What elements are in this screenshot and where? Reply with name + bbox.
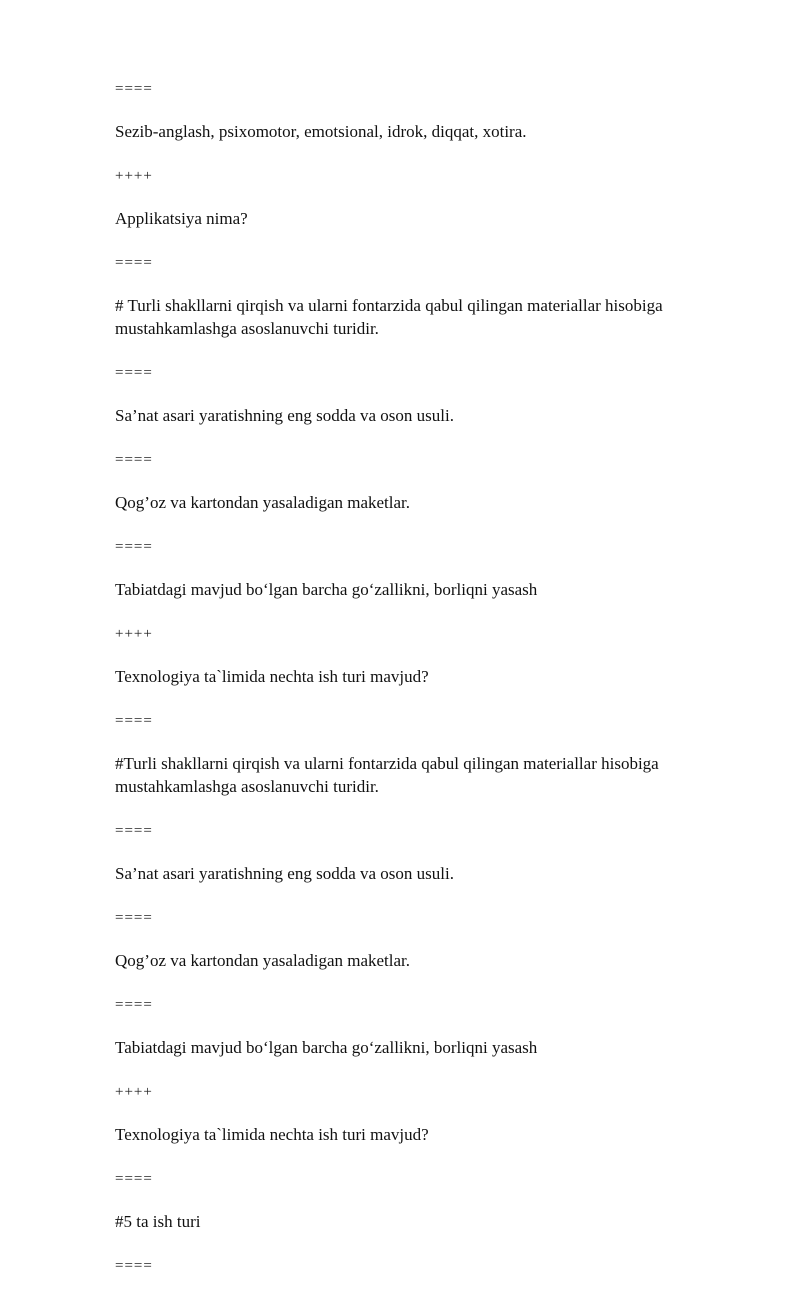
separator-marker: ==== — [115, 823, 153, 839]
separator-marker: ==== — [115, 81, 153, 97]
answer-option: Qog’oz va kartondan yasaladigan maketlar. — [115, 493, 411, 512]
separator-marker: ==== — [115, 365, 153, 381]
correct-answer-option: # Turli shakllarni qirqish va ularni fontarzida qabul qilingan materiallar hisobiga mustahkamlashga asoslanuvchi turidir. — [115, 296, 663, 338]
answer-option: Sezib-anglash, psixomotor, emotsional, idrok, diqqat, xotira. — [115, 122, 527, 141]
question-marker: ++++ — [115, 1084, 153, 1100]
answer-option: Qog’oz va kartondan yasaladigan maketlar. — [115, 951, 411, 970]
separator-marker: ==== — [115, 255, 153, 271]
question-marker: ++++ — [115, 626, 153, 642]
document-body — [115, 78, 735, 1297]
separator-marker: ==== — [115, 452, 153, 468]
question-text: Texnologiya ta`limida nechta ish turi mavjud? — [115, 1125, 429, 1144]
question-marker: ++++ — [115, 168, 153, 184]
answer-option: Sa’nat asari yaratishning eng sodda va oson usuli. — [115, 406, 454, 425]
separator-marker: ==== — [115, 1171, 153, 1187]
separator-marker: ==== — [115, 910, 153, 926]
answer-option: Sa’nat asari yaratishning eng sodda va oson usuli. — [115, 864, 454, 883]
separator-marker: ==== — [115, 539, 153, 555]
correct-answer-option: #Turli shakllarni qirqish va ularni fontarzida qabul qilingan materiallar hisobiga mustahkamlashga asoslanuvchi turidir. — [115, 754, 659, 796]
separator-marker: ==== — [115, 997, 153, 1013]
question-text: Applikatsiya nima? — [115, 209, 248, 228]
correct-answer-option: #5 ta ish turi — [115, 1212, 201, 1231]
separator-marker: ==== — [115, 713, 153, 729]
answer-option: Tabiatdagi mavjud bo‘lgan barcha go‘zallikni, borliqni yasash — [115, 1038, 538, 1057]
separator-marker: ==== — [115, 1258, 153, 1274]
question-text: Texnologiya ta`limida nechta ish turi mavjud? — [115, 667, 429, 686]
answer-option: Tabiatdagi mavjud bo‘lgan barcha go‘zallikni, borliqni yasash — [115, 580, 538, 599]
